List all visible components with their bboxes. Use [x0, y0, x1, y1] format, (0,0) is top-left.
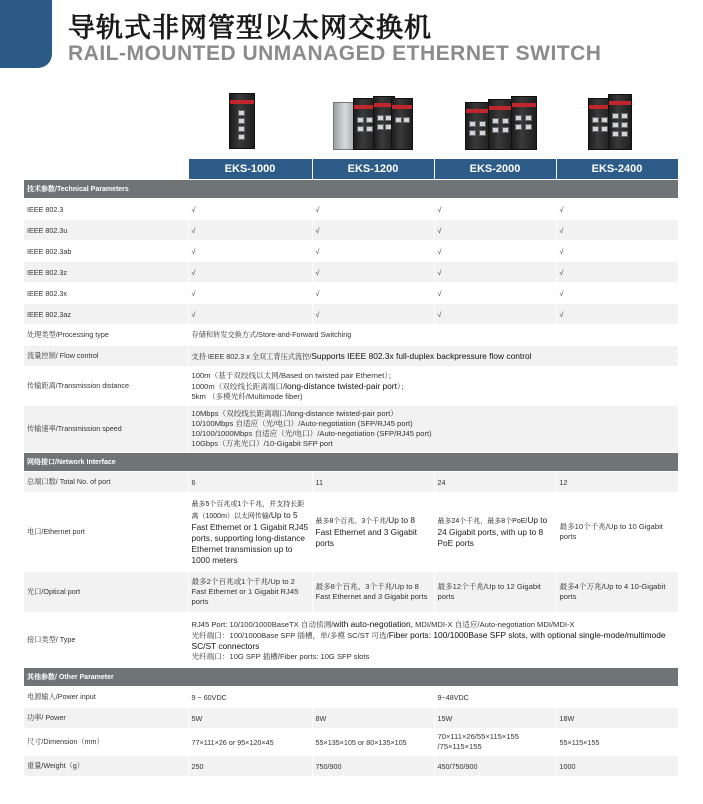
table-row: [24, 346, 678, 367]
optical-port-value: 最多8个百兆、3个千兆/Up to 8 Fast Ethernet and 3 Gigabit ports: [312, 572, 434, 613]
section-technical: 技术参数/Technical Parameters: [24, 180, 678, 199]
optical-port-value: 最多2个百兆或1个千兆/Up to 2 Fast Ethernet or 1 Gigabit RJ45 ports: [188, 572, 312, 613]
flow-control-value: 支持 IEEE 802.3 x 全双工背压式流控/Supports IEEE 802.3x full-duplex backpressure flow control: [188, 346, 678, 367]
row-label: 光口/Optical port: [24, 572, 188, 613]
cell-value: 250: [188, 756, 312, 777]
ethernet-port-value: 最多24个千兆，最多8个PoE/Up to 24 Gigabit ports, with up to 8 PoE ports: [434, 493, 556, 572]
table-row: [24, 199, 678, 220]
cell-value: 18W: [556, 708, 678, 729]
model-header: EKS-1200: [312, 159, 434, 180]
row-label: 电源输入/Power input: [24, 687, 188, 708]
check-mark: √: [188, 241, 312, 262]
page-subtitle: RAIL-MOUNTED UNMANAGED ETHERNET SWITCH: [68, 42, 602, 65]
table-row: [24, 283, 678, 304]
cell-value: 24: [434, 472, 556, 493]
table-row: [24, 613, 678, 668]
check-mark: √: [434, 304, 556, 325]
check-mark: √: [434, 199, 556, 220]
ethernet-port-value: 最多8个百兆、3个千兆/Up to 8 Fast Ethernet and 3 Gigabit ports: [312, 493, 434, 572]
table-row: [24, 304, 678, 325]
cell-value: 11: [312, 472, 434, 493]
row-label: 流量控制/ Flow control: [24, 346, 188, 367]
check-mark: √: [556, 304, 678, 325]
check-mark: √: [312, 283, 434, 304]
check-mark: √: [188, 199, 312, 220]
product-image-eks-2400: [588, 94, 632, 150]
table-row: [24, 687, 678, 708]
check-mark: √: [434, 262, 556, 283]
product-image-eks-2000: [465, 96, 537, 150]
header-blank: [24, 159, 188, 180]
check-mark: √: [434, 283, 556, 304]
check-mark: √: [556, 199, 678, 220]
model-header: EKS-2400: [556, 159, 678, 180]
row-label: 电口/Ethernet port: [24, 493, 188, 572]
check-mark: √: [556, 220, 678, 241]
table-row: [24, 325, 678, 346]
check-mark: √: [188, 220, 312, 241]
cell-value: 5W: [188, 708, 312, 729]
distance-value: 100m（基于双绞线以太网/Based on twisted pair Ethernet）； 1000m（双绞线长距离端口/long-distance twisted-pair port）； 5km （多模光纤/Multimode fiber): [188, 367, 678, 406]
table-row: [24, 729, 678, 756]
cell-value: 55×115×155: [556, 729, 678, 756]
check-mark: √: [312, 220, 434, 241]
corner-tab: [0, 0, 52, 68]
row-label: IEEE 802.3az: [24, 304, 188, 325]
row-label: IEEE 802.3z: [24, 262, 188, 283]
interface-type-value: RJ45 Port: 10/100/1000BaseTX 自动侦测/with auto-negotiation, MDI/MDI-X 自适应/Auto-negotiation MDI/MDI-X 光纤端口：100/1000Base SFP 插槽，单/多模 SC/ST 可选/Fiber ports: 100/1000Base SFP slots, with optional single-mode/multimode SC/ST connectors 光纤端口：10G SFP 插槽/Fiber ports: 10G SFP slots: [188, 613, 678, 668]
table-row: [24, 367, 678, 406]
check-mark: √: [188, 283, 312, 304]
check-mark: √: [556, 283, 678, 304]
row-label: IEEE 802.3x: [24, 283, 188, 304]
row-label: IEEE 802.3u: [24, 220, 188, 241]
cell-value: 12: [556, 472, 678, 493]
optical-port-value: 最多4个万兆/Up to 4 10-Gigabit ports: [556, 572, 678, 613]
table-row: [24, 708, 678, 729]
spec-table: [24, 159, 679, 777]
section-other: 其他参数/ Other Parameter: [24, 668, 678, 687]
model-header: EKS-1000: [188, 159, 312, 180]
table-row: [24, 472, 678, 493]
cell-value: 6: [188, 472, 312, 493]
check-mark: √: [434, 220, 556, 241]
ethernet-port-value: 最多10个千兆/Up to 10 Gigabit ports: [556, 493, 678, 572]
processing-value: 存储和转发交换方式/Store-and-Forward Switching: [188, 325, 678, 346]
ethernet-port-value: 最多5个百兆或1个千兆，并支持长距离（1000m）以太网传输/Up to 5 Fast Ethernet or 1 Gigabit RJ45 ports, supporting long-distance Ethernet transmission up to 1000 meters: [188, 493, 312, 572]
cell-value: 1000: [556, 756, 678, 777]
power-input-value: 9~48VDC: [434, 687, 678, 708]
check-mark: √: [188, 304, 312, 325]
row-label: 传输距离/Transmission distance: [24, 367, 188, 406]
check-mark: √: [312, 241, 434, 262]
product-image-eks-1200: [333, 96, 413, 150]
cell-value: 77×111×26 or 95×120×45: [188, 729, 312, 756]
row-label: 传输速率/Transmission speed: [24, 406, 188, 453]
table-row: [24, 756, 678, 777]
table-row: [24, 572, 678, 613]
check-mark: √: [312, 262, 434, 283]
check-mark: √: [556, 262, 678, 283]
check-mark: √: [188, 262, 312, 283]
cell-value: 450/750/900: [434, 756, 556, 777]
optical-port-value: 最多12个千兆/Up to 12 Gigabit ports: [434, 572, 556, 613]
row-label: IEEE 802.3: [24, 199, 188, 220]
table-row: [24, 493, 678, 572]
page-title: 导轨式非网管型以太网交换机: [68, 13, 432, 43]
row-label: 尺寸/Dimension（mm）: [24, 729, 188, 756]
row-label: 接口类型/ Type: [24, 613, 188, 668]
row-label: IEEE 802.3ab: [24, 241, 188, 262]
table-row: [24, 220, 678, 241]
cell-value: 55×135×105 or 80×135×105: [312, 729, 434, 756]
cell-value: 15W: [434, 708, 556, 729]
check-mark: √: [312, 199, 434, 220]
power-input-value: 9 ~ 60VDC: [188, 687, 434, 708]
product-images: [0, 88, 703, 150]
check-mark: √: [312, 304, 434, 325]
product-image-eks-1000: [229, 93, 255, 149]
section-network: 网络接口/Network Interface: [24, 453, 678, 472]
check-mark: √: [556, 241, 678, 262]
row-label: 总端口数/ Total No. of port: [24, 472, 188, 493]
check-mark: √: [434, 241, 556, 262]
model-header: EKS-2000: [434, 159, 556, 180]
cell-value: 8W: [312, 708, 434, 729]
cell-value: 750/900: [312, 756, 434, 777]
row-label: 功率/ Power: [24, 708, 188, 729]
cell-value: 70×111×26/55×115×155 /75×115×155: [434, 729, 556, 756]
row-label: 重量/Weight（g）: [24, 756, 188, 777]
table-row: [24, 406, 678, 453]
row-label: 处理类型/Processing type: [24, 325, 188, 346]
rate-value: 10Mbps（双绞线长距离端口/long-distance twisted-pair port） 10/100Mbps 自适应（光/电口）/Auto-negotiation (SFP/RJ45 port) 10/100/1000Mbps 自适应（光/电口）/Auto-negotiation (SFP/RJ45 port) 10Gbps（万兆光口）/10-Gigabit SFP port: [188, 406, 678, 453]
table-row: [24, 241, 678, 262]
table-row: [24, 262, 678, 283]
